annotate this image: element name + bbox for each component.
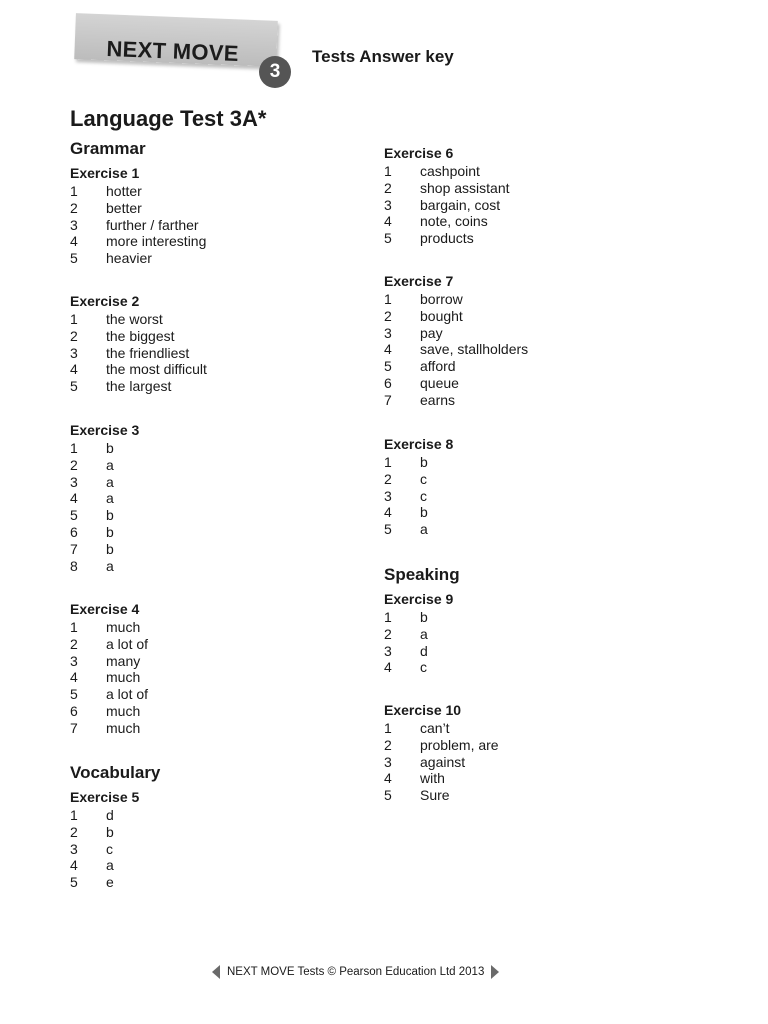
answer-item xyxy=(70,874,320,891)
answer-number: 7 xyxy=(70,719,78,736)
exercise-1 xyxy=(70,164,320,267)
answer-number: 3 xyxy=(70,840,78,857)
answer-number: 5 xyxy=(384,230,392,247)
answer-item xyxy=(70,703,320,720)
answer-list xyxy=(384,454,634,538)
answer-item xyxy=(384,626,634,643)
answer-item xyxy=(384,643,634,660)
exercise-title: Exercise 4 xyxy=(70,601,140,617)
answer-text: b xyxy=(106,823,114,840)
answer-item xyxy=(384,230,634,247)
answer-number: 4 xyxy=(384,213,392,230)
answer-item xyxy=(70,345,320,362)
answer-text: bargain, cost xyxy=(420,196,501,213)
logo-text: NEXT MOVE xyxy=(106,36,240,67)
answer-text: more interesting xyxy=(106,233,207,250)
answer-number: 2 xyxy=(70,199,78,216)
exercise-title: Exercise 9 xyxy=(384,591,454,607)
section-heading-grammar: Grammar xyxy=(70,139,146,158)
answer-text: c xyxy=(420,487,427,504)
answer-text: a xyxy=(106,857,114,874)
answer-item xyxy=(384,180,634,197)
answer-item xyxy=(384,308,634,325)
answer-item xyxy=(384,659,634,676)
answer-number: 5 xyxy=(70,250,78,267)
answer-item xyxy=(70,311,320,328)
answer-number: 7 xyxy=(70,540,78,557)
answer-list xyxy=(384,291,634,409)
answer-number: 5 xyxy=(70,378,78,395)
exercise-6 xyxy=(384,144,634,247)
answer-item xyxy=(70,636,320,653)
answer-text: b xyxy=(420,609,428,625)
answer-text: many xyxy=(106,652,141,669)
answer-item xyxy=(70,490,320,507)
answer-item xyxy=(70,457,320,474)
answer-list xyxy=(384,163,634,247)
answer-item xyxy=(70,233,320,250)
answer-number: 4 xyxy=(384,341,392,358)
exercise-4 xyxy=(70,600,320,737)
answer-text: the friendliest xyxy=(106,344,190,361)
answer-text: the most difficult xyxy=(106,361,207,378)
answer-item xyxy=(384,488,634,505)
answer-item xyxy=(384,392,634,409)
answer-item xyxy=(70,653,320,670)
answer-item xyxy=(384,197,634,214)
answer-number: 2 xyxy=(384,179,392,196)
answer-number: 6 xyxy=(70,702,78,719)
answer-number: 2 xyxy=(384,736,392,753)
logo-number-badge: 3 xyxy=(259,56,291,88)
answer-text: much xyxy=(106,669,141,686)
answer-item xyxy=(384,471,634,488)
answer-number: 3 xyxy=(384,642,392,659)
answer-number: 1 xyxy=(384,291,392,307)
answer-number: 3 xyxy=(384,753,392,770)
answer-text: products xyxy=(420,230,474,247)
answer-text: much xyxy=(106,702,141,719)
answer-item xyxy=(384,325,634,342)
answer-item xyxy=(70,200,320,217)
answer-number: 3 xyxy=(70,344,78,361)
answer-number: 5 xyxy=(384,358,392,375)
answer-text: a xyxy=(106,490,114,507)
answer-text: the worst xyxy=(106,311,163,327)
answer-text: a xyxy=(106,473,114,490)
answer-item xyxy=(384,754,634,771)
answer-number: 1 xyxy=(384,720,392,736)
answer-item xyxy=(384,375,634,392)
answer-text: c xyxy=(420,470,427,487)
answer-text: better xyxy=(106,199,142,216)
answer-number: 3 xyxy=(70,652,78,669)
page-title: Language Test 3A* xyxy=(70,106,267,131)
answer-item xyxy=(70,524,320,541)
answer-text: Sure xyxy=(420,787,450,804)
answer-number: 3 xyxy=(70,216,78,233)
answer-number: 2 xyxy=(384,470,392,487)
answer-number: 6 xyxy=(70,523,78,540)
answer-item xyxy=(70,807,320,824)
answer-text: b xyxy=(420,504,428,521)
answer-number: 4 xyxy=(384,770,392,787)
exercise-5 xyxy=(70,788,320,891)
answer-text: a lot of xyxy=(106,686,149,703)
answer-item xyxy=(384,770,634,787)
answer-list xyxy=(384,609,634,676)
answer-item xyxy=(384,609,634,626)
exercise-3 xyxy=(70,421,320,574)
section-heading-vocabulary: Vocabulary xyxy=(70,763,161,782)
answer-text: the largest xyxy=(106,378,172,395)
answer-number: 2 xyxy=(70,823,78,840)
answer-item xyxy=(70,217,320,234)
answer-item xyxy=(384,291,634,308)
answer-text: a xyxy=(106,557,114,574)
answer-number: 1 xyxy=(384,609,392,625)
answer-text: d xyxy=(420,642,428,659)
answer-item xyxy=(384,787,634,804)
answer-text: hotter xyxy=(106,183,142,199)
triangle-left-icon xyxy=(212,965,220,979)
answer-item xyxy=(70,558,320,575)
answer-list xyxy=(70,807,320,891)
answer-item xyxy=(70,824,320,841)
answer-number: 5 xyxy=(70,507,78,524)
answer-list xyxy=(70,440,320,574)
answer-text: with xyxy=(420,770,445,787)
answer-number: 1 xyxy=(70,183,78,199)
answer-number: 4 xyxy=(384,659,392,676)
answer-number: 3 xyxy=(384,487,392,504)
answer-text: b xyxy=(420,454,428,470)
answer-number: 3 xyxy=(384,324,392,341)
answer-text: b xyxy=(106,440,114,456)
answer-number: 8 xyxy=(70,557,78,574)
answer-text: further / farther xyxy=(106,216,199,233)
answer-item xyxy=(70,361,320,378)
answer-text: b xyxy=(106,507,114,524)
answer-number: 4 xyxy=(70,490,78,507)
answer-text: e xyxy=(106,874,114,891)
answer-number: 7 xyxy=(384,391,392,408)
answer-item xyxy=(70,686,320,703)
exercise-title: Exercise 7 xyxy=(384,273,454,289)
answer-text: heavier xyxy=(106,250,152,267)
answer-text: c xyxy=(106,840,113,857)
exercise-2 xyxy=(70,292,320,395)
answer-number: 2 xyxy=(70,635,78,652)
answer-text: much xyxy=(106,719,141,736)
answer-item xyxy=(70,183,320,200)
answer-text: save, stallholders xyxy=(420,341,529,358)
answer-number: 1 xyxy=(70,440,78,456)
answer-item xyxy=(70,378,320,395)
answer-number: 1 xyxy=(70,311,78,327)
answer-item xyxy=(70,619,320,636)
answer-number: 3 xyxy=(70,473,78,490)
answer-text: can’t xyxy=(420,720,450,736)
answer-text: queue xyxy=(420,374,459,391)
answer-number: 5 xyxy=(70,686,78,703)
answer-number: 4 xyxy=(70,669,78,686)
answer-item xyxy=(384,454,634,471)
answer-text: a xyxy=(420,521,428,538)
answer-text: the biggest xyxy=(106,327,175,344)
answer-number: 2 xyxy=(384,307,392,324)
answer-number: 1 xyxy=(384,454,392,470)
answer-list xyxy=(70,183,320,267)
exercise-title: Exercise 3 xyxy=(70,422,140,438)
exercise-10 xyxy=(384,701,634,804)
triangle-right-icon xyxy=(491,965,499,979)
exercise-7 xyxy=(384,272,634,409)
exercise-title: Exercise 2 xyxy=(70,293,140,309)
answer-item xyxy=(384,737,634,754)
answer-text: b xyxy=(106,540,114,557)
answer-item xyxy=(70,328,320,345)
answer-list xyxy=(70,311,320,395)
answer-text: b xyxy=(106,523,114,540)
exercise-title: Exercise 6 xyxy=(384,145,454,161)
answer-text: borrow xyxy=(420,291,463,307)
answer-text: problem, are xyxy=(420,736,499,753)
answer-item xyxy=(70,250,320,267)
answer-number: 2 xyxy=(384,625,392,642)
answer-number: 4 xyxy=(384,504,392,521)
answer-text: d xyxy=(106,807,114,823)
answer-text: pay xyxy=(420,324,443,341)
answer-item xyxy=(384,163,634,180)
answer-item xyxy=(384,358,634,375)
answer-number: 1 xyxy=(70,807,78,823)
answer-text: afford xyxy=(420,358,456,375)
exercise-title: Exercise 8 xyxy=(384,436,454,452)
exercise-title: Exercise 1 xyxy=(70,165,140,181)
answer-item xyxy=(70,841,320,858)
answer-text: cashpoint xyxy=(420,163,480,179)
answer-text: a xyxy=(106,456,114,473)
answer-list xyxy=(384,720,634,804)
answer-item xyxy=(70,669,320,686)
answer-list xyxy=(70,619,320,737)
answer-number: 4 xyxy=(70,361,78,378)
answer-number: 5 xyxy=(70,874,78,891)
answer-number: 5 xyxy=(384,787,392,804)
answer-number: 2 xyxy=(70,327,78,344)
answer-item xyxy=(384,521,634,538)
answer-item xyxy=(384,213,634,230)
answer-number: 3 xyxy=(384,196,392,213)
footer xyxy=(212,963,499,981)
answer-item xyxy=(70,474,320,491)
answer-text: bought xyxy=(420,307,463,324)
answer-item xyxy=(70,440,320,457)
answer-item xyxy=(70,857,320,874)
answer-item xyxy=(70,720,320,737)
answer-item xyxy=(384,504,634,521)
answer-number: 4 xyxy=(70,857,78,874)
answer-number: 4 xyxy=(70,233,78,250)
footer-text: NEXT MOVE Tests © Pearson Education Ltd 2013 xyxy=(227,966,485,978)
answer-text: a xyxy=(420,625,428,642)
answer-item xyxy=(384,720,634,737)
answer-text: c xyxy=(420,659,427,676)
exercise-8 xyxy=(384,435,634,538)
answer-number: 2 xyxy=(70,456,78,473)
section-heading-speaking: Speaking xyxy=(384,565,460,584)
exercise-title: Exercise 10 xyxy=(384,702,462,718)
answer-number: 1 xyxy=(384,163,392,179)
answer-text: much xyxy=(106,619,141,635)
answer-text: against xyxy=(420,753,466,770)
answer-number: 6 xyxy=(384,374,392,391)
answer-item xyxy=(70,541,320,558)
answer-number: 1 xyxy=(70,619,78,635)
answer-text: shop assistant xyxy=(420,179,510,196)
header-title: Tests Answer key xyxy=(312,47,454,66)
answer-text: earns xyxy=(420,391,456,408)
answer-text: note, coins xyxy=(420,213,488,230)
answer-number: 5 xyxy=(384,521,392,538)
answer-item xyxy=(384,341,634,358)
exercise-9 xyxy=(384,590,634,676)
exercise-title: Exercise 5 xyxy=(70,789,140,805)
answer-text: a lot of xyxy=(106,635,149,652)
answer-item xyxy=(70,507,320,524)
